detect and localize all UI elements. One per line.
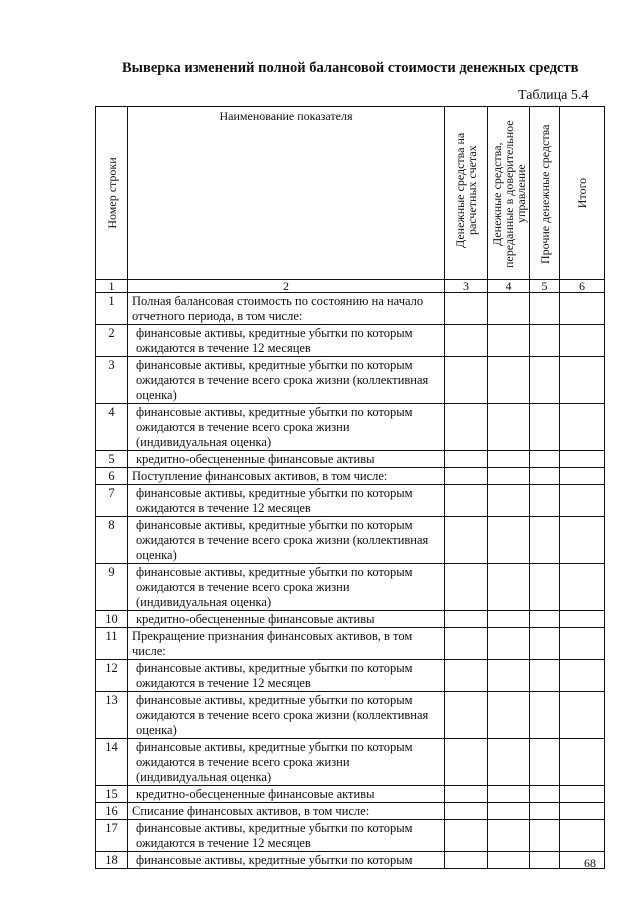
row-number: 14 xyxy=(96,739,128,786)
value-cell xyxy=(530,628,560,660)
row-number: 9 xyxy=(96,564,128,611)
row-indicator-name: Списание финансовых активов, в том числе: xyxy=(128,803,445,820)
row-number: 7 xyxy=(96,485,128,517)
value-cell xyxy=(445,468,488,485)
value-cell xyxy=(488,803,530,820)
value-cell xyxy=(445,786,488,803)
row-number: 16 xyxy=(96,803,128,820)
header-col-other: Прочие денежные средства xyxy=(530,107,560,280)
row-number: 10 xyxy=(96,611,128,628)
row-indicator-name: финансовые активы, кредитные убытки по которым ожидаются в течение 12 месяцев xyxy=(128,325,445,357)
column-number: 1 xyxy=(96,280,128,293)
row-indicator-name: финансовые активы, кредитные убытки по которым ожидаются в течение всего срока жизни (коллективная оценка) xyxy=(128,692,445,739)
value-cell xyxy=(560,739,605,786)
row-indicator-name: Полная балансовая стоимость по состоянию на начало отчетного периода, в том числе: xyxy=(128,293,445,325)
value-cell xyxy=(530,611,560,628)
value-cell xyxy=(488,739,530,786)
table-row xyxy=(96,803,605,820)
value-cell xyxy=(445,564,488,611)
table-row xyxy=(96,611,605,628)
value-cell xyxy=(445,325,488,357)
row-indicator-name: финансовые активы, кредитные убытки по которым ожидаются в течение 12 месяцев xyxy=(128,485,445,517)
table-row xyxy=(96,820,605,852)
value-cell xyxy=(530,739,560,786)
value-cell xyxy=(560,564,605,611)
header-row xyxy=(96,107,605,280)
column-number: 3 xyxy=(445,280,488,293)
row-indicator-name: кредитно-обесцененные финансовые активы xyxy=(128,451,445,468)
table-row xyxy=(96,517,605,564)
column-number-row xyxy=(96,280,605,293)
value-cell xyxy=(488,468,530,485)
row-number: 6 xyxy=(96,468,128,485)
value-cell xyxy=(488,786,530,803)
value-cell xyxy=(445,692,488,739)
value-cell xyxy=(560,803,605,820)
value-cell xyxy=(560,357,605,404)
value-cell xyxy=(560,517,605,564)
value-cell xyxy=(530,485,560,517)
table-row xyxy=(96,293,605,325)
value-cell xyxy=(530,325,560,357)
page-number: 68 xyxy=(584,856,596,870)
row-number: 15 xyxy=(96,786,128,803)
table-row xyxy=(96,325,605,357)
value-cell xyxy=(445,852,488,869)
value-cell xyxy=(560,611,605,628)
value-cell xyxy=(560,451,605,468)
row-indicator-name: финансовые активы, кредитные убытки по которым ожидаются в течение всего срока жизни (индивидуальная оценка) xyxy=(128,404,445,451)
row-number: 12 xyxy=(96,660,128,692)
table-row xyxy=(96,485,605,517)
value-cell xyxy=(530,293,560,325)
value-cell xyxy=(560,485,605,517)
value-cell xyxy=(530,404,560,451)
column-number: 4 xyxy=(488,280,530,293)
value-cell xyxy=(488,692,530,739)
value-cell xyxy=(445,611,488,628)
column-number: 5 xyxy=(530,280,560,293)
page-title: Выверка изменений полной балансовой стоимости денежных средств xyxy=(122,60,579,76)
value-cell xyxy=(530,357,560,404)
header-col-total: Итого xyxy=(560,107,605,280)
header-row-number: Номер строки xyxy=(96,107,128,280)
value-cell xyxy=(560,852,605,869)
value-cell xyxy=(488,611,530,628)
value-cell xyxy=(530,660,560,692)
value-cell xyxy=(560,786,605,803)
table-row xyxy=(96,628,605,660)
value-cell xyxy=(488,564,530,611)
value-cell xyxy=(445,451,488,468)
row-number: 8 xyxy=(96,517,128,564)
table-row xyxy=(96,564,605,611)
value-cell xyxy=(530,564,560,611)
value-cell xyxy=(560,660,605,692)
value-cell xyxy=(445,803,488,820)
value-cell xyxy=(488,357,530,404)
row-indicator-name: финансовые активы, кредитные убытки по которым ожидаются в течение всего срока жизни (коллективная оценка) xyxy=(128,357,445,404)
table-row xyxy=(96,852,605,869)
row-indicator-name: финансовые активы, кредитные убытки по которым ожидаются в течение всего срока жизни (коллективная оценка) xyxy=(128,517,445,564)
row-indicator-name: Прекращение признания финансовых активов, в том числе: xyxy=(128,628,445,660)
row-number: 1 xyxy=(96,293,128,325)
header-indicator-name: Наименование показателя xyxy=(128,107,445,280)
value-cell xyxy=(488,820,530,852)
value-cell xyxy=(530,786,560,803)
value-cell xyxy=(530,803,560,820)
value-cell xyxy=(445,404,488,451)
row-indicator-name: финансовые активы, кредитные убытки по которым ожидаются в течение всего срока жизни (индивидуальная оценка) xyxy=(128,739,445,786)
header-col-trust: Денежные средства, переданные в доверительное управление xyxy=(488,107,530,280)
value-cell xyxy=(488,517,530,564)
value-cell xyxy=(445,517,488,564)
value-cell xyxy=(560,404,605,451)
value-cell xyxy=(488,451,530,468)
value-cell xyxy=(530,451,560,468)
value-cell xyxy=(488,852,530,869)
value-cell xyxy=(560,468,605,485)
value-cell xyxy=(488,628,530,660)
table-row xyxy=(96,468,605,485)
row-indicator-name: Поступление финансовых активов, в том числе: xyxy=(128,468,445,485)
value-cell xyxy=(560,820,605,852)
row-number: 2 xyxy=(96,325,128,357)
value-cell xyxy=(560,692,605,739)
value-cell xyxy=(488,404,530,451)
value-cell xyxy=(445,293,488,325)
value-cell xyxy=(530,468,560,485)
row-indicator-name: финансовые активы, кредитные убытки по которым ожидаются в течение 12 месяцев xyxy=(128,660,445,692)
row-number: 4 xyxy=(96,404,128,451)
value-cell xyxy=(445,485,488,517)
column-number: 2 xyxy=(128,280,445,293)
table-row xyxy=(96,404,605,451)
value-cell xyxy=(445,357,488,404)
table-row xyxy=(96,660,605,692)
value-cell xyxy=(488,660,530,692)
table-row xyxy=(96,451,605,468)
value-cell xyxy=(445,820,488,852)
table-body xyxy=(96,293,605,869)
table-row xyxy=(96,786,605,803)
value-cell xyxy=(530,692,560,739)
value-cell xyxy=(445,628,488,660)
row-indicator-name: финансовые активы, кредитные убытки по которым ожидаются в течение всего срока жизни (индивидуальная оценка) xyxy=(128,564,445,611)
row-indicator-name: финансовые активы, кредитные убытки по которым ожидаются в течение 12 месяцев xyxy=(128,820,445,852)
row-number: 18 xyxy=(96,852,128,869)
table-row xyxy=(96,739,605,786)
value-cell xyxy=(445,660,488,692)
table-row xyxy=(96,692,605,739)
row-number: 5 xyxy=(96,451,128,468)
row-indicator-name: финансовые активы, кредитные убытки по которым xyxy=(128,852,445,869)
row-number: 13 xyxy=(96,692,128,739)
value-cell xyxy=(445,739,488,786)
row-number: 3 xyxy=(96,357,128,404)
column-number: 6 xyxy=(560,280,605,293)
row-indicator-name: кредитно-обесцененные финансовые активы xyxy=(128,611,445,628)
table-row xyxy=(96,357,605,404)
value-cell xyxy=(530,852,560,869)
balance-table xyxy=(95,106,605,869)
value-cell xyxy=(560,293,605,325)
value-cell xyxy=(530,820,560,852)
value-cell xyxy=(530,517,560,564)
value-cell xyxy=(488,293,530,325)
value-cell xyxy=(560,628,605,660)
value-cell xyxy=(488,325,530,357)
table-label: Таблица 5.4 xyxy=(518,88,589,103)
header-col-accounts: Денежные средства на расчетных счетах xyxy=(445,107,488,280)
value-cell xyxy=(488,485,530,517)
row-number: 17 xyxy=(96,820,128,852)
row-indicator-name: кредитно-обесцененные финансовые активы xyxy=(128,786,445,803)
value-cell xyxy=(560,325,605,357)
row-number: 11 xyxy=(96,628,128,660)
